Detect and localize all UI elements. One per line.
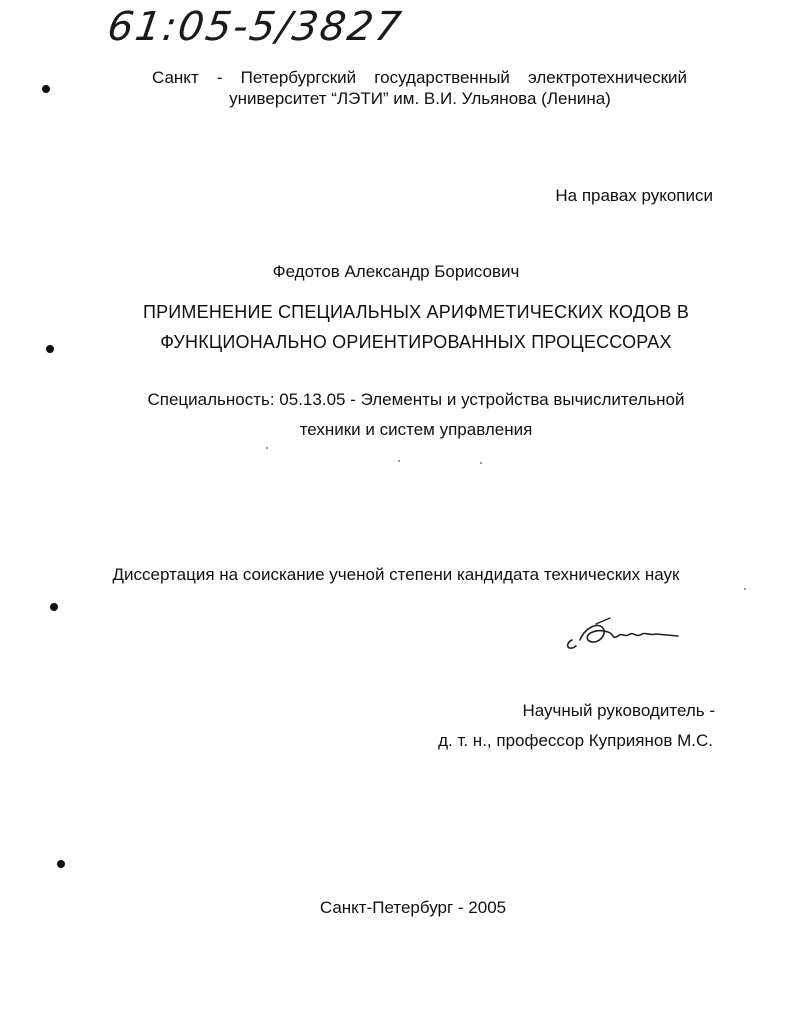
- university-name-line1: Санкт - Петербургский государственный электротехнический: [152, 68, 687, 87]
- thesis-title-line1: ПРИМЕНЕНИЕ СПЕЦИАЛЬНЫХ АРИФМЕТИЧЕСКИХ КОДОВ В: [142, 302, 690, 322]
- scan-speck: [266, 447, 268, 449]
- thesis-title-line2: ФУНКЦИОНАЛЬНО ОРИЕНТИРОВАННЫХ ПРОЦЕССОРАХ: [160, 332, 672, 352]
- city-year: Санкт-Петербург - 2005: [319, 898, 507, 917]
- binding-hole-mark: [50, 603, 58, 611]
- dissertation-type: Диссертация на соискание ученой степени кандидата технических наук: [112, 565, 680, 584]
- scan-speck: [480, 462, 482, 464]
- supervisor-name: д. т. н., профессор Куприянов М.С.: [438, 731, 713, 750]
- supervisor-label: Научный руководитель -: [522, 701, 715, 720]
- specialty-line1: Специальность: 05.13.05 - Элементы и устройства вычислительной: [147, 390, 685, 409]
- binding-hole-mark: [57, 860, 65, 868]
- author-name: Федотов Александр Борисович: [272, 262, 520, 281]
- specialty-line2: техники и систем управления: [299, 420, 533, 439]
- scan-speck: [744, 588, 746, 590]
- binding-hole-mark: [42, 85, 50, 93]
- scan-speck: [398, 460, 400, 462]
- archive-handwritten-mark: 61:05-5/3827: [104, 4, 406, 50]
- binding-hole-mark: [46, 345, 54, 353]
- university-name-line2: университет “ЛЭТИ” им. В.И. Ульянова (Ленина): [229, 89, 611, 108]
- handwritten-signature: [560, 610, 690, 660]
- rights-note: На правах рукописи: [555, 186, 713, 205]
